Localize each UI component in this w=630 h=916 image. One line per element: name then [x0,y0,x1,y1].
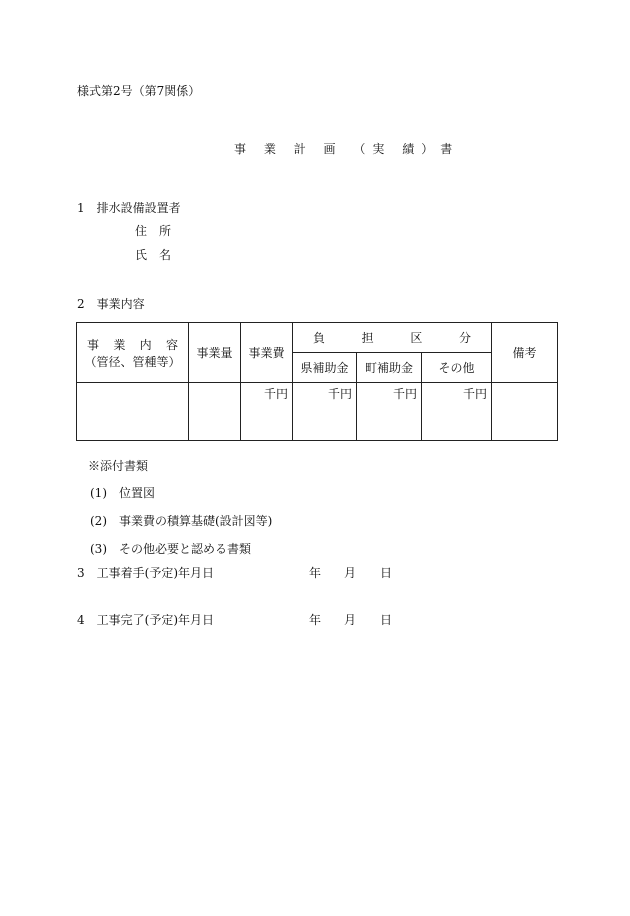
header-content-sub: （管径、管種等） [84,354,181,369]
section4-heading: 4 工事完了(予定)年月日 [77,613,214,627]
attachment-item: (2) 事業費の積算基礎(設計図等) [90,514,273,528]
cell-remarks[interactable] [492,383,558,441]
header-remarks: 備考 [492,323,558,383]
end-month-label: 月 [344,613,357,627]
start-year-label: 年 [309,566,322,580]
attachment-item: (3) その他必要と認める書類 [90,542,251,556]
section2-heading: 2 事業内容 [77,297,145,311]
name-label: 氏 名 [135,248,172,262]
address-label: 住 所 [135,224,172,238]
header-burden [293,323,492,353]
header-burden-char: 分 [458,331,471,345]
section3-heading: 3 工事着手(予定)年月日 [77,566,214,580]
title-char: 事 [234,142,254,156]
header-content-char: 容 [165,337,178,352]
cell-quantity[interactable] [189,383,241,441]
header-content [77,323,189,383]
start-day-label: 日 [380,566,393,580]
attachments-heading: ※添付書類 [88,459,149,473]
cell-cost[interactable]: 千円 [241,383,293,441]
header-content-char: 内 [139,337,152,352]
end-year-label: 年 [309,613,322,627]
header-cost: 事業費 [241,323,293,383]
cell-pref-subsidy[interactable]: 千円 [293,383,357,441]
document-title [234,142,459,156]
header-other: その他 [422,353,492,383]
cell-other[interactable]: 千円 [422,383,492,441]
header-burden-char: 担 [361,331,374,345]
title-char: 績）書 [402,142,460,156]
header-pref-subsidy: 県補助金 [293,353,357,383]
start-month-label: 月 [344,566,357,580]
title-char: 計 [293,142,313,156]
end-day-label: 日 [380,613,393,627]
title-char: 業 [263,142,283,156]
section1-heading: 1 排水設備設置者 [77,201,181,215]
header-town-subsidy: 町補助金 [357,353,422,383]
header-quantity: 事業量 [189,323,241,383]
cell-content[interactable] [77,383,189,441]
title-char: （実 [353,142,392,156]
header-burden-char: 区 [410,331,423,345]
business-plan-table [76,322,558,441]
header-content-char: 事 [87,337,100,352]
cell-town-subsidy[interactable]: 千円 [357,383,422,441]
attachment-item: (1) 位置図 [90,486,155,500]
form-number: 様式第2号（第7関係） [77,84,201,98]
title-char: 画 [323,142,343,156]
header-content-char: 業 [113,337,126,352]
header-burden-char: 負 [313,331,326,345]
